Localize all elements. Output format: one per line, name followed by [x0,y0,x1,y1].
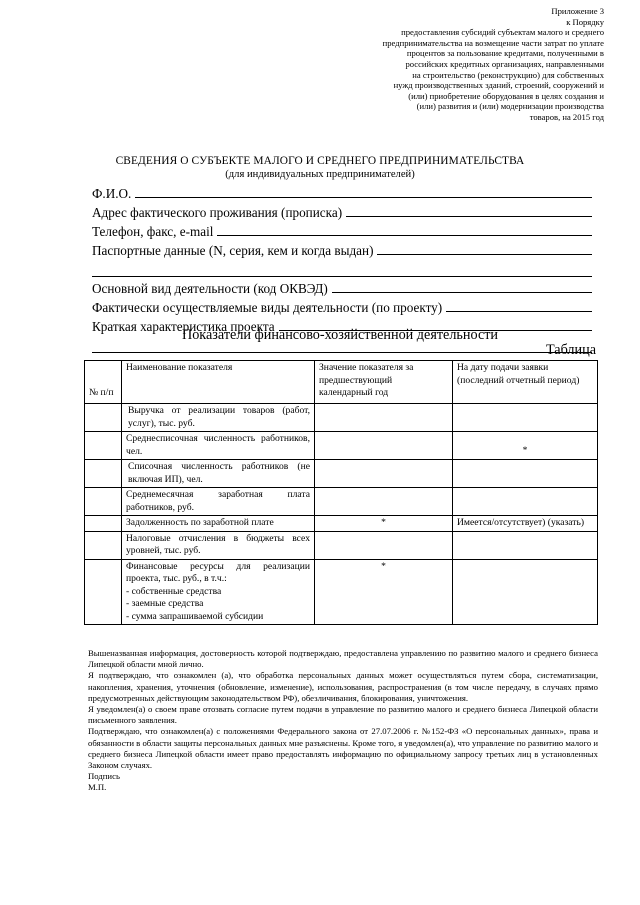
appendix-line: товаров, на 2015 год [529,111,604,122]
fio-label: Ф.И.О. [92,186,132,201]
table-header-row [85,361,598,404]
table-label: Таблица [545,342,596,358]
row-prev-cell[interactable] [315,531,453,559]
appendix-line: российских кредитных организациях, направленными [405,58,604,69]
appendix-line: предоставления субсидий субъектам малого и среднего [401,27,604,38]
consent-paragraph: Вышеназванная информация, достоверность которой подтверждаю, предоставлена управлению по развитию малого и среднего бизнеса Липецкой области мной лично. [88,648,598,670]
appendix-header [334,6,604,123]
address-line [346,215,592,217]
row-date-cell[interactable] [453,460,598,488]
row-prev-cell[interactable] [315,460,453,488]
consent-text [88,648,598,794]
okved-field[interactable] [92,277,592,296]
row-date-cell[interactable] [453,488,598,516]
appendix-line: предпринимательства на возмещение части затрат по уплате [382,37,604,48]
table-row [85,460,598,488]
row-date-cell[interactable] [453,404,598,432]
row-name-cell: Списочная численность работников (не включая ИП), чел. [122,460,315,488]
table-row [85,404,598,432]
table-row [85,516,598,532]
appendix-line: на строительство (реконструкцию) для собственных [412,69,604,80]
financial-resources-label: Финансовые ресурсы для реализации проекта, тыс. руб., в т.ч.: [126,560,310,584]
appendix-line: к Порядку [566,16,604,27]
appendix-line: Приложение 3 [551,6,604,16]
header-prev-year: Значение показателя за предшествующий календарный год [315,361,453,404]
appendix-line: нужд производственных зданий, строений, сооружений и [393,80,604,91]
actual-activity-label: Фактически осуществляемые виды деятельности (по проекту) [92,300,443,315]
row-date-cell[interactable] [453,531,598,559]
project-desc-label: Краткая характеристика проекта [92,319,275,334]
row-num-cell [85,460,122,488]
row-prev-cell[interactable] [315,432,453,460]
row-prev-cell[interactable]: * [315,559,453,625]
row-name-cell: Задолженность по заработной плате [122,516,315,532]
actual-activity-field[interactable] [92,296,592,315]
passport-field[interactable] [92,239,592,258]
row-num-cell [85,531,122,559]
header-num: № п/п [85,361,122,404]
row-prev-cell[interactable] [315,404,453,432]
row-name-cell: Среднесписочная численность работников, чел. [122,432,315,460]
row-date-cell[interactable] [453,559,598,625]
table-row [85,531,598,559]
address-label: Адрес фактического проживания (прописка) [92,205,343,220]
address-field[interactable] [92,201,592,220]
row-date-cell[interactable]: * [453,432,598,460]
row-name-cell [122,559,315,625]
row-num-cell [85,432,122,460]
table-row [85,488,598,516]
passport-line [377,253,592,255]
stamp-label: М.П. [88,782,107,793]
row-num-cell [85,516,122,532]
actual-activity-line [446,310,592,312]
document-subtitle: (для индивидуальных предпринимателей) [225,169,415,180]
appendix-line: (или) развития и (или) модернизации производства [416,101,604,112]
passport-extra-line[interactable] [92,258,592,277]
row-num-cell [85,404,122,432]
appendix-line: (или) приобретение оборудования в целях создания и [408,90,604,101]
phone-label: Телефон, факс, e-mail [92,224,214,239]
row-num-cell [85,488,122,516]
phone-line [217,234,592,236]
table-row [85,559,598,625]
header-name: Наименование показателя [122,361,315,404]
financial-section-title: Показатели финансово-хозяйственной деятельности [181,327,499,343]
fio-field[interactable] [92,182,592,201]
row-num-cell [85,559,122,625]
row-prev-cell[interactable] [315,488,453,516]
row-name-cell: Среднемесячная заработная плата работников, руб. [122,488,315,516]
own-funds-item: - собственные средства [126,585,222,597]
row-name-cell: Налоговые отчисления в бюджеты всех уровней, тыс. руб. [122,531,315,559]
consent-paragraph: Я подтверждаю, что ознакомлен (а), что обработка персональных данных может осуществляться путем сбора, систематизации, накопления, хранения, уточнения (обновление, изменение), использования, распространения (в том числе передачу, в случаях прямо предусмотренных действующим законодательством РФ), обезличивания, блокирования, уничтожения. [88,670,598,703]
okved-label: Основной вид деятельности (код ОКВЭД) [92,281,328,296]
appendix-line: процентов за пользование кредитами, полученными в [406,48,604,59]
header-on-date: На дату подачи заявки (последний отчетный период) [453,361,598,404]
consent-paragraph: Подтверждаю, что ознакомлен(а) с положениями Федерального закона от 27.07.2006 г. №152-ФЗ «О персональных данных», права и обязанности в области защиты персональных данных мне разъяснены. Кроме того, я уведомлен(а), что управление по развитию малого и среднего бизнеса Липецкой области имеет право предоставлять информацию по официальному запросу третьих лиц в установленных Законом случаях. [88,726,598,771]
financial-indicators-table [84,360,598,625]
document-title: СВЕДЕНИЯ О СУБЪЕКТЕ МАЛОГО И СРЕДНЕГО ПРЕДПРИНИМАТЕЛЬСТВА [115,155,525,167]
borrowed-funds-item: - заемные средства [126,598,204,609]
row-name-cell: Выручка от реализации товаров (работ, услуг), тыс. руб. [122,404,315,432]
table-row [85,432,598,460]
row-prev-cell[interactable]: * [315,516,453,532]
row-date-cell[interactable]: Имеется/отсутствует) (указать) [453,516,598,532]
consent-paragraph: Я уведомлен(а) о своем праве отозвать согласие путем подачи в управление по развитию малого и среднего бизнеса Липецкой области письменного заявления. [88,704,598,726]
subsidy-amount-item: - сумма запрашиваемой субсидии [126,610,264,622]
passport-label: Паспортные данные (N, серия, кем и когда выдан) [92,243,374,258]
phone-field[interactable] [92,220,592,239]
okved-line [332,291,592,293]
fio-line [135,196,592,198]
signature-label: Подпись [88,771,120,782]
